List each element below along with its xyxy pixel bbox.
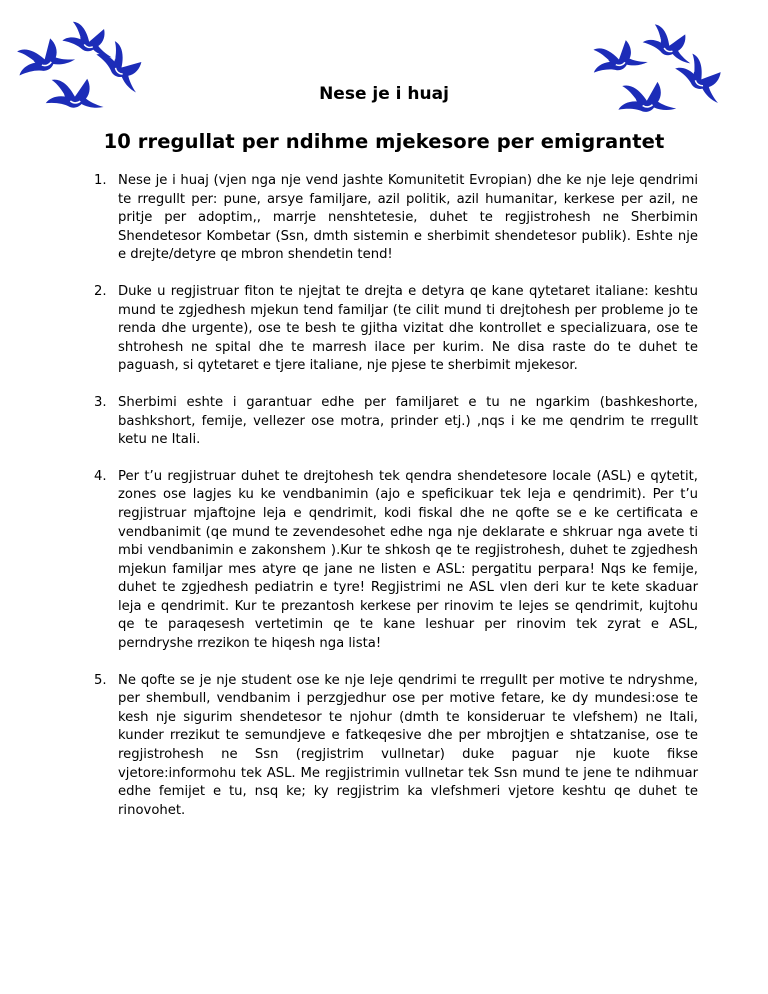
rule-item	[94, 468, 698, 654]
rule-text: Duke u regjistruar fiton te njejtat te drejta e detyra qe kane qytetaret italiane: keshtu mund te zgjedhesh mjekun tend familjar (te cilit mund ti drejtohesh per probleme jo te renda dhe urgente), ose te besh te gjitha vizitat dhe kontrollet e specializuara, ose te shtrohesh ne spital dhe te marresh ilace per kurim. Ne disa raste do te duhet te paguash, si qytetaret e tjere italiane, nje pjese te sherbimit mjekesor.	[118, 283, 698, 374]
rule-item	[94, 394, 698, 450]
rule-text: Per t’u regjistruar duhet te drejtohesh tek qendra shendetesore locale (ASL) e qytetit, zones ose lagjes ku ke vendbanimin (ajo e speficikuar tek leja e qendrimit). Per t’u regjistruar mjaftojne leja e qendrimit, kodi fiskal dhe ne qofte se e ke certificata e vendbanimit (qe mund te zevendesohet edhe nga nje deklarate e shkruar nga avete ti mbi vendbanimin e zakonshem ).Kur te shkosh qe te regjistrohesh, duhet te zgjedhesh mjekun familjar mes atyre qe jane ne listen e ASL: pergatitu perpara! Nqs ke femije, duhet te zgjedhesh pediatrin e tyre! Regjistrimi ne ASL vlen deri kur te kete skaduar leja e qendrimit. Kur te prezantosh kerkese per rinovim te lejes se qendrimit, kujtohu qe te paraqesesh vertetimin qe te kane leshuar per rinovim tek zyrat e ASL, perndryshe rrezikon te hiqesh nga lista!	[118, 468, 698, 652]
rule-number: 5.	[94, 672, 107, 688]
rule-text: Ne qofte se je nje student ose ke nje leje qendrimi te rregullt per motive te ndryshme, per shembull, vendbanim i perzgjedhur ose per motive fetare, ke dy mundesi:ose te kesh nje sigurim shendetesor te njohur (dmth te konsideruar te vlefshem) ne Itali, kunder rrezikut te semundjeve e fatkeqesive dhe per mbrojtjen e shtatzanise, ose te regjistrohesh ne Ssn (regjistrim vullnetar) duke paguar nje kuote fikse vjetore:informohu tek ASL. Me regjistrimin vullnetar tek Ssn mund te jene te ndihmuar edhe femijet e tu, nsq ke; ky regjistrim ka vlefshmeri vjetore keshtu qe duhet te rinovohet.	[118, 672, 698, 818]
rule-number: 4.	[94, 468, 107, 484]
rule-item	[94, 672, 698, 821]
rule-text: Nese je i huaj (vjen nga nje vend jashte Komunitetit Evropian) dhe ke nje leje qendrimi te rregullt per: pune, arsye familjare, azil politik, azil humanitar, kerkese per azil, ne pritje per adoptim,, marrje nenshtetesie, duhet te regjistrohesh ne Sherbimin Shendetesor Kombetar (Ssn, dmth sistemin e sherbimit shendetesor publik). Eshte nje e drejte/detyre qe mbron shendetin tend!	[118, 173, 698, 263]
rule-item	[94, 172, 698, 265]
rule-number: 2.	[94, 283, 107, 299]
page-subtitle: Nese je i huaj	[319, 84, 449, 104]
rule-number: 1.	[94, 173, 107, 188]
page-title: 10 rregullat per ndihme mjekesore per emigrantet	[103, 130, 665, 153]
rules-list	[94, 172, 698, 838]
rule-item	[94, 283, 698, 376]
rule-text: Sherbimi eshte i garantuar edhe per familjaret e tu ne ngarkim (bashkeshorte, bashkshort, femije, vellezer ose motra, prinder etj.) ,nqs i ke me qendrim te rregullt ketu ne Itali.	[118, 394, 698, 448]
rule-number: 3.	[94, 394, 107, 410]
blue-swallows-logo-icon	[590, 24, 728, 136]
blue-swallows-logo-icon	[12, 18, 150, 130]
